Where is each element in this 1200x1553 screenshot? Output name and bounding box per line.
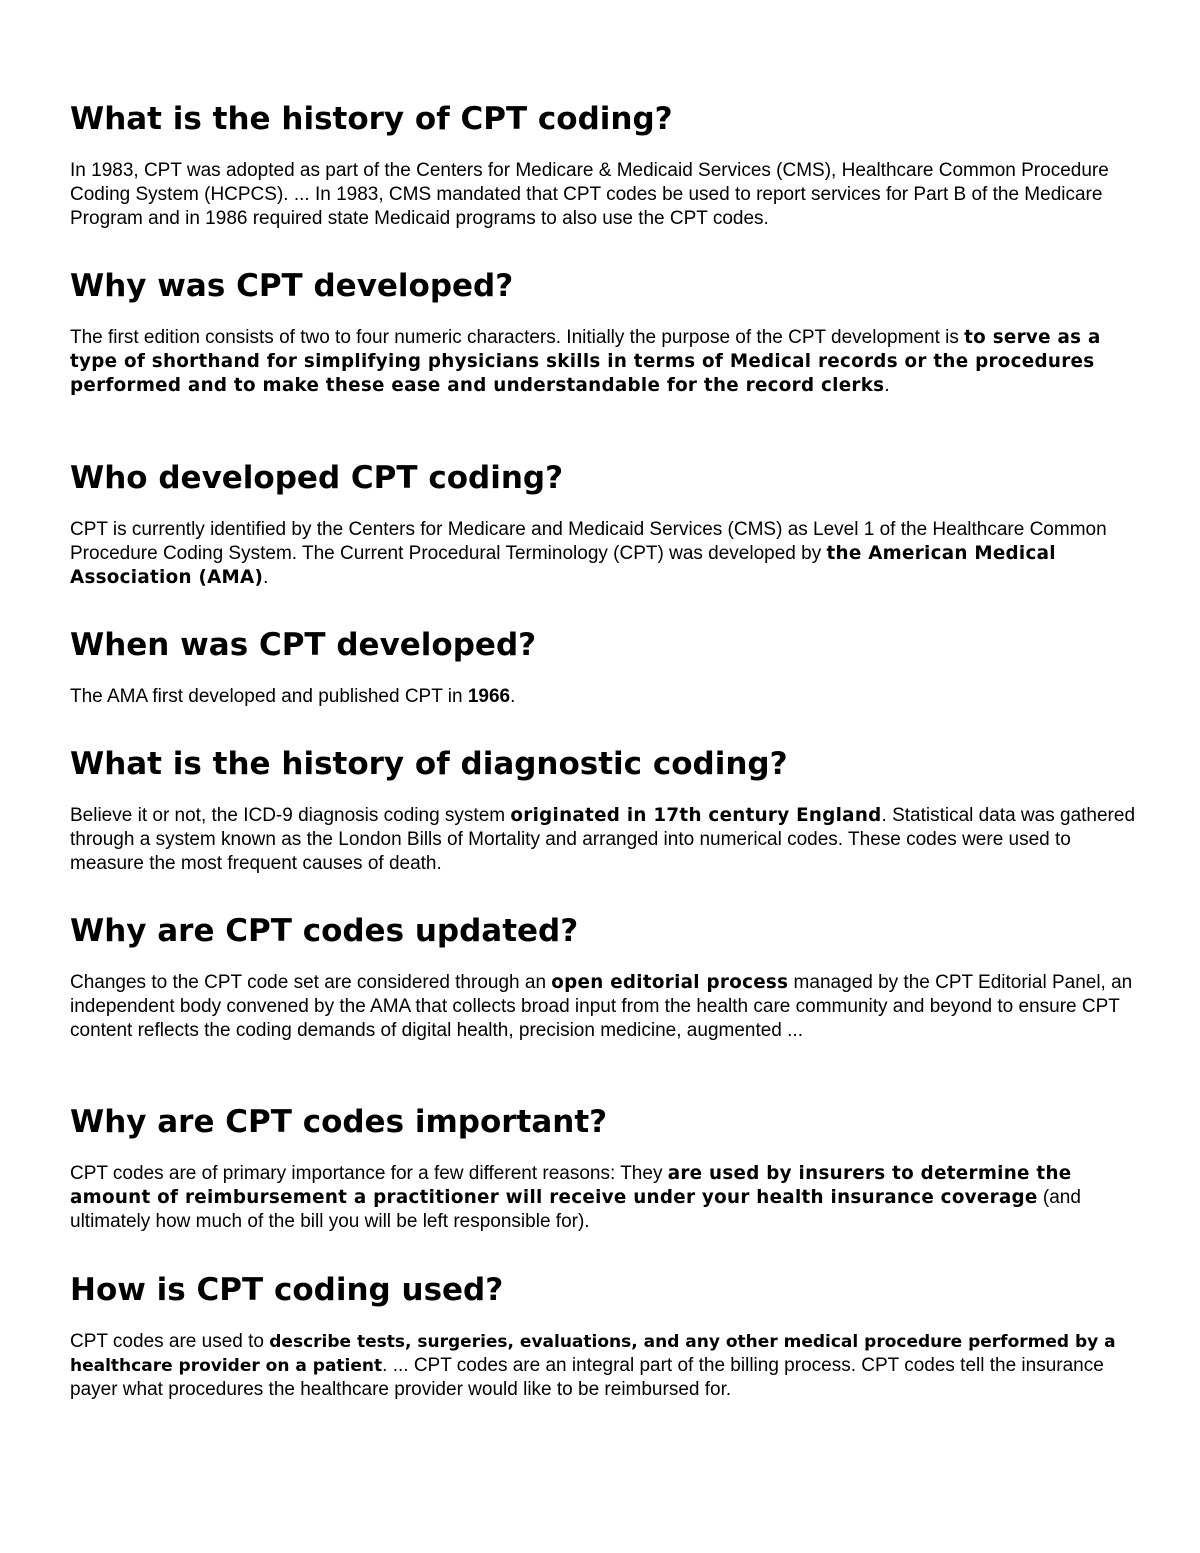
section-heading: What is the history of CPT coding? (70, 101, 673, 137)
section-heading: Why are CPT codes updated? (70, 913, 579, 949)
paragraph-text: . (510, 686, 516, 707)
section-why-updated (70, 912, 1135, 1044)
section-paragraph (70, 1162, 1135, 1235)
section-paragraph (70, 1330, 1135, 1403)
paragraph-bold-text: are used by insurers to determine the amount of reimbursement a practitioner will receive under your health insurance coverage (70, 1163, 1072, 1209)
section-why-developed (70, 267, 1135, 399)
section-history-diagnostic (70, 745, 1135, 877)
paragraph-text: CPT codes are of primary importance for a few different reasons: They (70, 1163, 668, 1184)
paragraph-text: managed by the CPT Editorial Panel, an independent body convened by the AMA that collects broad input from the health care community and beyond to ensure CPT content reflects the coding demands of digital health, precision medicine, augmented ... (70, 972, 1133, 1042)
paragraph-text: CPT is currently identified by the Centers for Medicare and Medicaid Services (CMS) as Level 1 of the Healthcare Common Procedure Coding System. The Current Procedural Terminology (CPT) was developed by (70, 519, 1107, 565)
section-paragraph (70, 685, 1135, 709)
paragraph-text: Believe it or not, the ICD-9 diagnosis coding system (70, 805, 511, 826)
section-paragraph (70, 159, 1135, 232)
section-paragraph (70, 326, 1135, 399)
section-heading: How is CPT coding used? (70, 1272, 504, 1308)
section-heading: Why was CPT developed? (70, 268, 514, 304)
paragraph-bold-text: describe tests, surgeries, evaluations, and any other medical procedure performed by a healthcare provider on a patient (70, 1332, 1116, 1377)
section-heading: Who developed CPT coding? (70, 460, 564, 496)
paragraph-text: In 1983, CPT was adopted as part of the Centers for Medicare & Medicaid Services (CMS), Healthcare Common Procedure Coding System (HCPCS). ... In 1983, CMS mandated that CPT codes be used to report services for Part B of the Medicare Program and in 1986 required state Medicaid programs to also use the CPT codes. (70, 160, 1109, 230)
section-how-used (70, 1271, 1135, 1403)
paragraph-bold-text: originated in 17th century England (510, 805, 882, 826)
paragraph-text: CPT codes are used to (70, 1331, 270, 1352)
paragraph-text: . (263, 567, 269, 589)
paragraph-bold-text: the American Medical Association (AMA) (70, 543, 1056, 589)
paragraph-text: . ... CPT codes are an integral part of the billing process. CPT codes tell the insurance payer what procedures the healthcare provider would like to be reimbursed for. (70, 1355, 1104, 1401)
paragraph-text: . Statistical data was gathered through a system known as the London Bills of Mortality and arranged into numerical codes. These codes were used to measure the most frequent causes of death. (70, 805, 1136, 875)
section-who-developed (70, 459, 1135, 591)
section-heading: Why are CPT codes important? (70, 1104, 608, 1140)
section-paragraph (70, 971, 1135, 1044)
paragraph-bold-text: to serve as a type of shorthand for simplifying physicians skills in terms of Medical records or the procedures performed and to make these ease and understandable for the record clerks (70, 327, 1101, 397)
paragraph-bold-text: 1966 (467, 686, 511, 707)
section-heading: What is the history of diagnostic coding? (70, 746, 788, 782)
section-why-important (70, 1103, 1135, 1235)
paragraph-text: (and ultimately how much of the bill you will be left responsible for). (70, 1187, 1081, 1233)
section-heading: When was CPT developed? (70, 627, 537, 663)
section-history-cpt (70, 100, 1135, 232)
section-paragraph (70, 804, 1135, 877)
section-paragraph (70, 518, 1135, 591)
paragraph-text: . (884, 375, 890, 397)
paragraph-text: The first edition consists of two to four numeric characters. Initially the purpose of the CPT development is (70, 327, 965, 348)
paragraph-bold-text: open editorial process (551, 972, 789, 993)
paragraph-text: The AMA first developed and published CPT in (70, 686, 468, 707)
paragraph-text: Changes to the CPT code set are considered through an (70, 972, 552, 993)
section-when-developed (70, 626, 1135, 709)
